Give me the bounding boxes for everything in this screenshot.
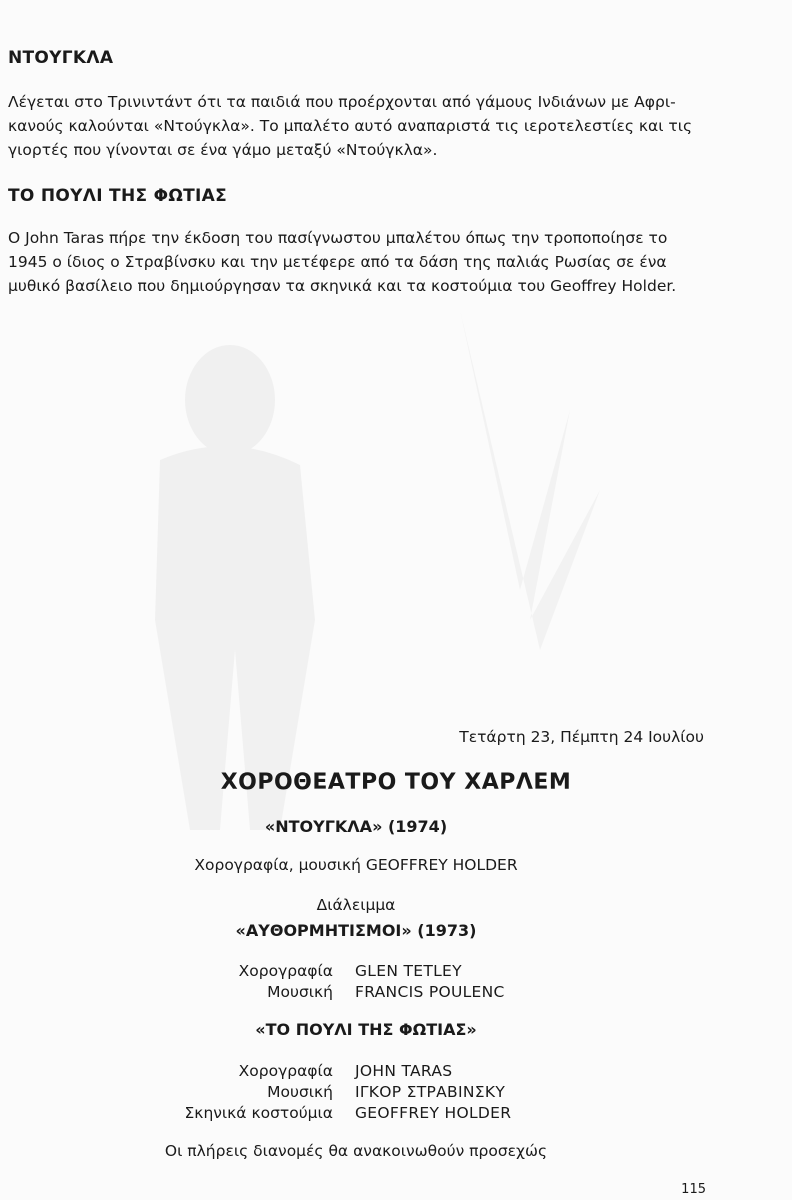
work-title-firebird: «ΤΟ ΠΟΥΛΙ ΤΗΣ ΦΩΤΙΑΣ» — [255, 1020, 477, 1039]
credit-name: ΙΓΚΟΡ ΣΤΡΑΒΙΝΣΚΥ — [355, 1083, 506, 1101]
section-heading-firebird: ΤΟ ΠΟΥΛΙ ΤΗΣ ΦΩΤΙΑΣ — [8, 186, 228, 206]
page-number: 115 — [681, 1182, 706, 1197]
paragraph-line: Λέγεται στο Τρινιντάντ ότι τα παιδιά που προέρχονται από γάμους Ινδιάνων με Αφρι- — [8, 93, 676, 111]
credit-role: Μουσική — [267, 1083, 333, 1101]
section-heading-ntougkla: ΝΤΟΥΓΚΛΑ — [8, 48, 114, 68]
paragraph-line: 1945 ο ίδιος ο Στραβίνσκυ και την μετέφερε από τα δάση της παλιάς Ρωσίας σε ένα — [8, 253, 667, 271]
paragraph-line: κανούς καλούνται «Ντούγκλα». Το μπαλέτο αυτό αναπαριστά τις ιεροτελεστίες και τις — [8, 117, 693, 135]
paragraph-line: μυθικό βασίλειο που δημιούργησαν τα σκηνικά και τα κοστούμια του Geoffrey Holder. — [8, 277, 677, 295]
work-credit-ntougkla: Χορογραφία, μουσική GEOFFREY HOLDER — [194, 856, 518, 874]
credit-role: Χορογραφία — [238, 962, 333, 980]
company-title: ΧΟΡΟΘΕΑΤΡΟ ΤΟΥ ΧΑΡΛΕΜ — [220, 770, 572, 795]
credit-role: Μουσική — [267, 983, 333, 1001]
work-title-spontaneities: «ΑΥΘΟΡΜΗΤΙΣΜΟΙ» (1973) — [235, 921, 477, 940]
performance-date: Τετάρτη 23, Πέμπτη 24 Ιουλίου — [459, 728, 704, 746]
credit-name: GEOFFREY HOLDER — [355, 1104, 512, 1122]
cast-announcement-note: Οι πλήρεις διανομές θα ανακοινωθούν προσεχώς — [164, 1142, 548, 1160]
faded-dancer-background-illustration — [100, 290, 620, 850]
section-paragraph-firebird — [8, 226, 708, 298]
intermission-label: Διάλειμμα — [316, 896, 396, 914]
section-paragraph-ntougkla — [8, 90, 708, 162]
work-title-ntougkla: «ΝΤΟΥΓΚΛΑ» (1974) — [264, 817, 448, 836]
paragraph-line: γιορτές που γίνονται σε ένα γάμο μεταξύ «Ντούγκλα». — [8, 141, 438, 159]
credit-name: GLEN TETLEY — [355, 962, 462, 980]
credit-name: FRANCIS POULENC — [355, 983, 505, 1001]
credit-name: JOHN TARAS — [355, 1062, 453, 1080]
credit-role: Σκηνικά κοστούμια — [184, 1104, 333, 1122]
paragraph-line: Ο John Taras πήρε την έκδοση του πασίγνωστου μπαλέτου όπως την τροποποίησε το — [8, 229, 668, 247]
credit-role: Χορογραφία — [238, 1062, 333, 1080]
